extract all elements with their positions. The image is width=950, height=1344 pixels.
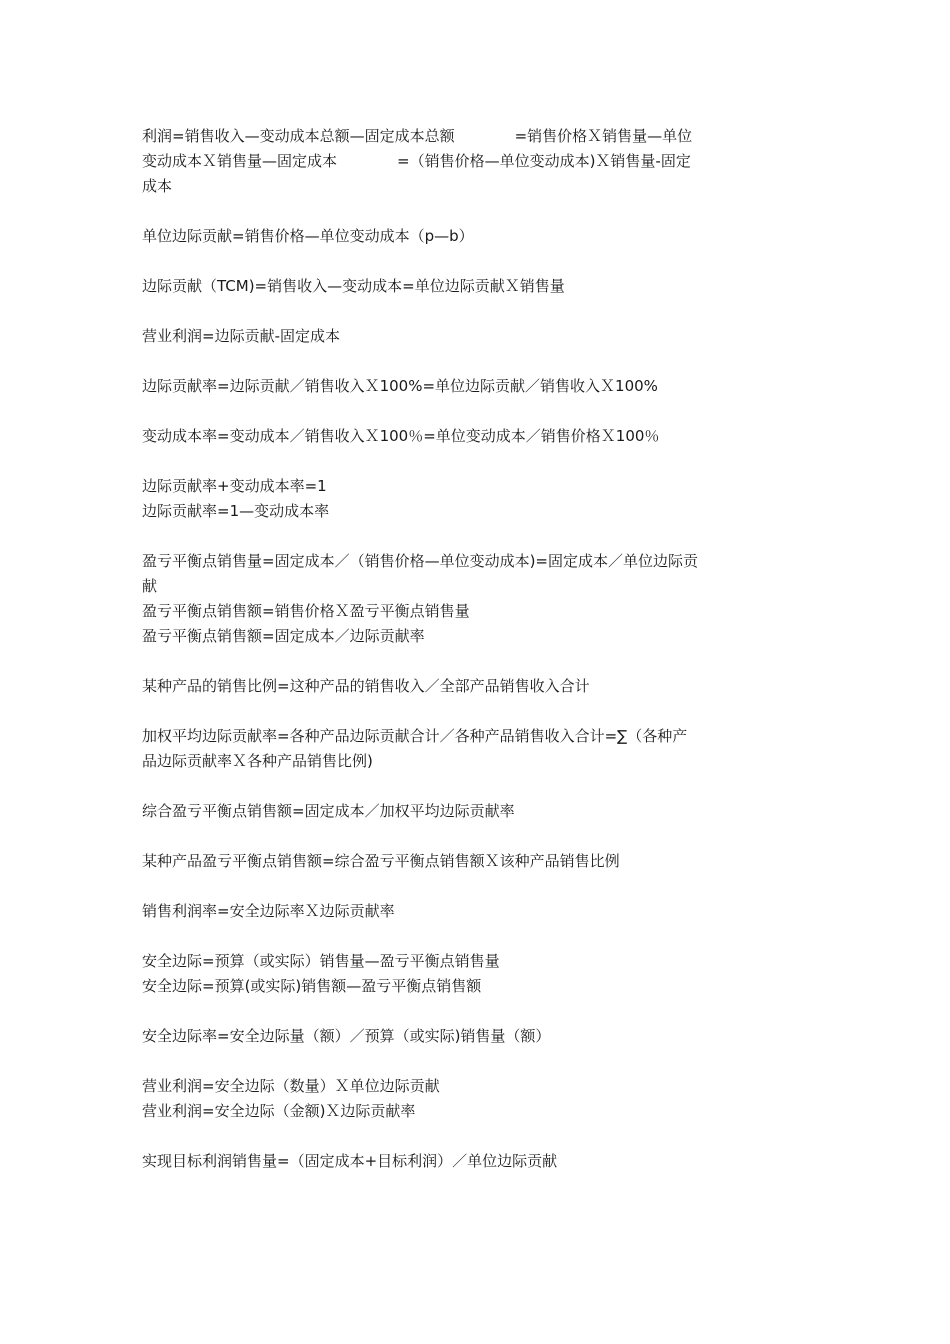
formula-line: 营业利润=安全边际（数量）Ｘ单位边际贡献 xyxy=(142,1077,440,1095)
formula-paragraph xyxy=(142,949,772,999)
formula-paragraph xyxy=(142,124,772,199)
formula-line: 盈亏平衡点销售量=固定成本／（销售价格—单位变动成本)=固定成本／单位边际贡 xyxy=(142,552,698,570)
formula-paragraph xyxy=(142,1024,772,1049)
formula-line: 成本 xyxy=(142,177,173,195)
formula-line: 边际贡献率=边际贡献／销售收入Ｘ100%=单位边际贡献／销售收入Ｘ100% xyxy=(142,377,658,395)
formula-paragraph xyxy=(142,549,772,649)
formula-line: 销售利润率=安全边际率Ｘ边际贡献率 xyxy=(142,902,395,920)
formula-paragraph xyxy=(142,674,772,699)
formula-line: 加权平均边际贡献率=各种产品边际贡献合计／各种产品销售收入合计=∑（各种产 xyxy=(142,727,688,745)
formula-line: 单位边际贡献=销售价格—单位变动成本（p—b） xyxy=(142,227,474,245)
formula-line: 献 xyxy=(142,577,158,595)
formula-line: 变动成本Ｘ销售量—固定成本 =（销售价格—单位变动成本)Ｘ销售量-固定 xyxy=(142,152,691,170)
formula-paragraph xyxy=(142,424,772,449)
formula-line: 盈亏平衡点销售额=固定成本／边际贡献率 xyxy=(142,627,425,645)
formula-paragraph xyxy=(142,899,772,924)
formula-line: 品边际贡献率Ｘ各种产品销售比例) xyxy=(142,752,373,770)
formula-text-body xyxy=(142,124,772,1199)
formula-paragraph xyxy=(142,1074,772,1124)
formula-paragraph xyxy=(142,849,772,874)
formula-line: 边际贡献（TCM)=销售收入—变动成本=单位边际贡献Ｘ销售量 xyxy=(142,277,565,295)
formula-line: 变动成本率=变动成本／销售收入Ｘ100％=单位变动成本／销售价格Ｘ100％ xyxy=(142,427,660,445)
formula-line: 盈亏平衡点销售额=销售价格Ｘ盈亏平衡点销售量 xyxy=(142,602,470,620)
formula-line: 安全边际=预算(或实际)销售额—盈亏平衡点销售额 xyxy=(142,977,482,995)
formula-paragraph xyxy=(142,799,772,824)
formula-paragraph xyxy=(142,274,772,299)
formula-paragraph xyxy=(142,474,772,524)
formula-line: 某种产品的销售比例=这种产品的销售收入／全部产品销售收入合计 xyxy=(142,677,590,695)
formula-paragraph xyxy=(142,1149,772,1174)
formula-line: 营业利润=安全边际（金额)Ｘ边际贡献率 xyxy=(142,1102,416,1120)
formula-line: 安全边际=预算（或实际）销售量—盈亏平衡点销售量 xyxy=(142,952,500,970)
formula-line: 安全边际率=安全边际量（额）／预算（或实际)销售量（额） xyxy=(142,1027,551,1045)
formula-line: 某种产品盈亏平衡点销售额=综合盈亏平衡点销售额Ｘ该种产品销售比例 xyxy=(142,852,620,870)
formula-line: 综合盈亏平衡点销售额=固定成本／加权平均边际贡献率 xyxy=(142,802,515,820)
formula-line: 营业利润=边际贡献-固定成本 xyxy=(142,327,340,345)
formula-paragraph xyxy=(142,724,772,774)
formula-paragraph xyxy=(142,374,772,399)
formula-paragraph xyxy=(142,224,772,249)
formula-line: 实现目标利润销售量=（固定成本+目标利润）／单位边际贡献 xyxy=(142,1152,558,1170)
formula-line: 边际贡献率+变动成本率=1 xyxy=(142,477,327,495)
formula-paragraph xyxy=(142,324,772,349)
formula-line: 利润=销售收入—变动成本总额—固定成本总额 =销售价格Ｘ销售量—单位 xyxy=(142,127,693,145)
formula-line: 边际贡献率=1—变动成本率 xyxy=(142,502,330,520)
